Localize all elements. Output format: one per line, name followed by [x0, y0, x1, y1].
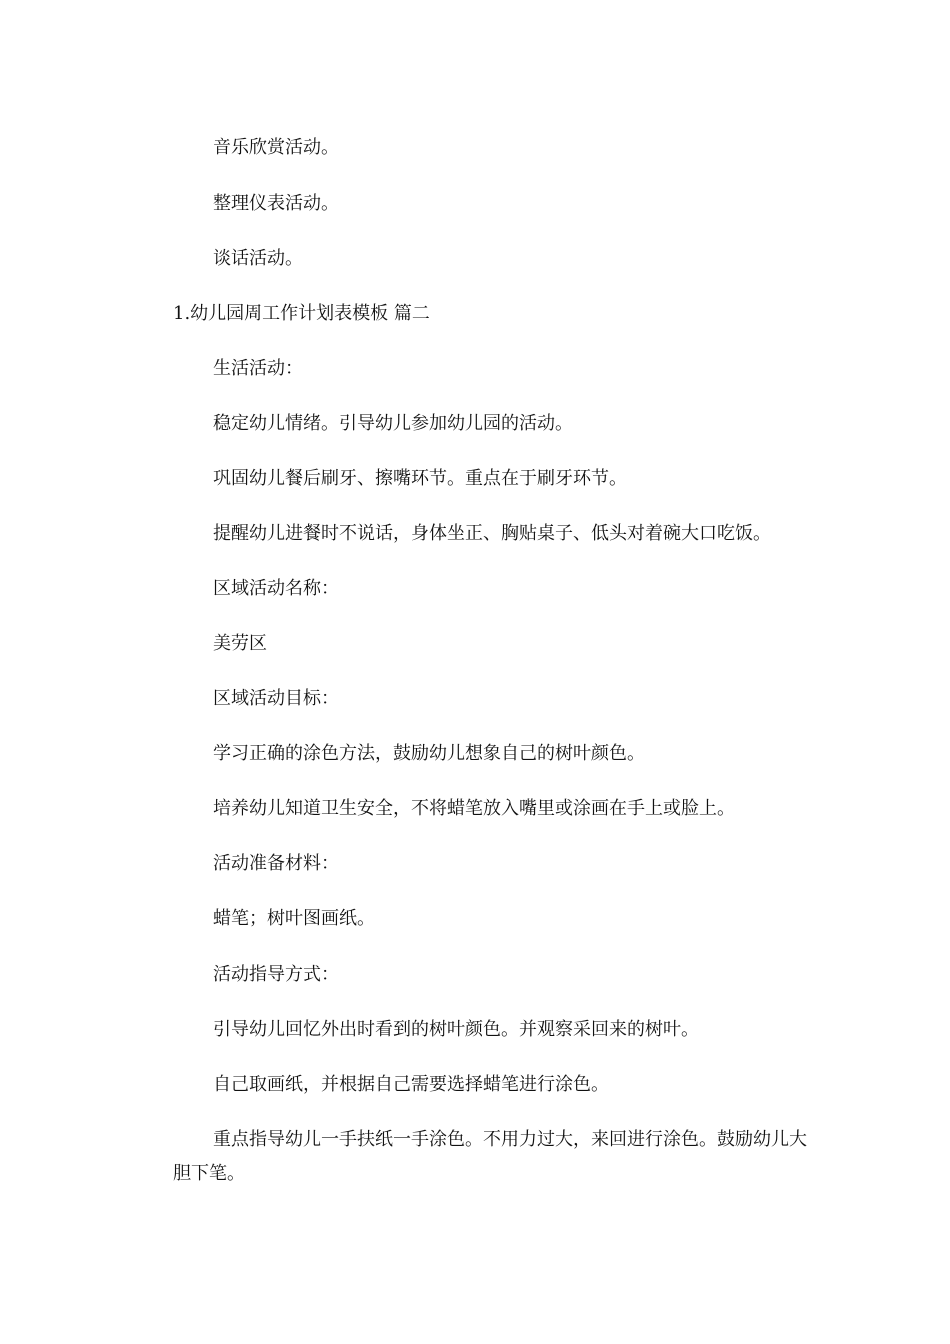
text-line: 蜡笔；树叶图画纸。 [213, 908, 375, 929]
text-line: 谈话活动。 [213, 248, 303, 269]
text-line: 整理仪表活动。 [213, 193, 339, 214]
text-line: 培养幼儿知道卫生安全，不将蜡笔放入嘴里或涂画在手上或脸上。 [213, 798, 735, 819]
text-line: 提醒幼儿进餐时不说话，身体坐正、胸贴桌子、低头对着碗大口吃饭。 [213, 523, 771, 544]
text-line: 稳定幼儿情绪。引导幼儿参加幼儿园的活动。 [213, 413, 573, 434]
text-line: 活动准备材料： [213, 853, 339, 874]
text-line: 学习正确的涂色方法，鼓励幼儿想象自己的树叶颜色。 [213, 743, 645, 764]
text-line: 巩固幼儿餐后刷牙、擦嘴环节。重点在于刷牙环节。 [213, 468, 627, 489]
final-paragraph: 重点指导幼儿一手扶纸一手涂色。不用力过大，来回进行涂色。鼓励幼儿大胆下笔。 [173, 1129, 807, 1184]
text-line: 美劳区 [213, 633, 267, 654]
text-line: 自己取画纸，并根据自己需要选择蜡笔进行涂色。 [213, 1074, 609, 1095]
section-heading: 1.幼儿园周工作计划表模板 篇二 [173, 303, 430, 324]
text-line: 区域活动名称： [213, 578, 339, 599]
text-line: 活动指导方式： [213, 964, 339, 985]
text-line: 生活活动： [213, 358, 303, 379]
text-line: 区域活动目标： [213, 688, 339, 709]
text-line: 引导幼儿回忆外出时看到的树叶颜色。并观察采回来的树叶。 [213, 1019, 699, 1040]
text-line: 音乐欣赏活动。 [213, 137, 339, 158]
